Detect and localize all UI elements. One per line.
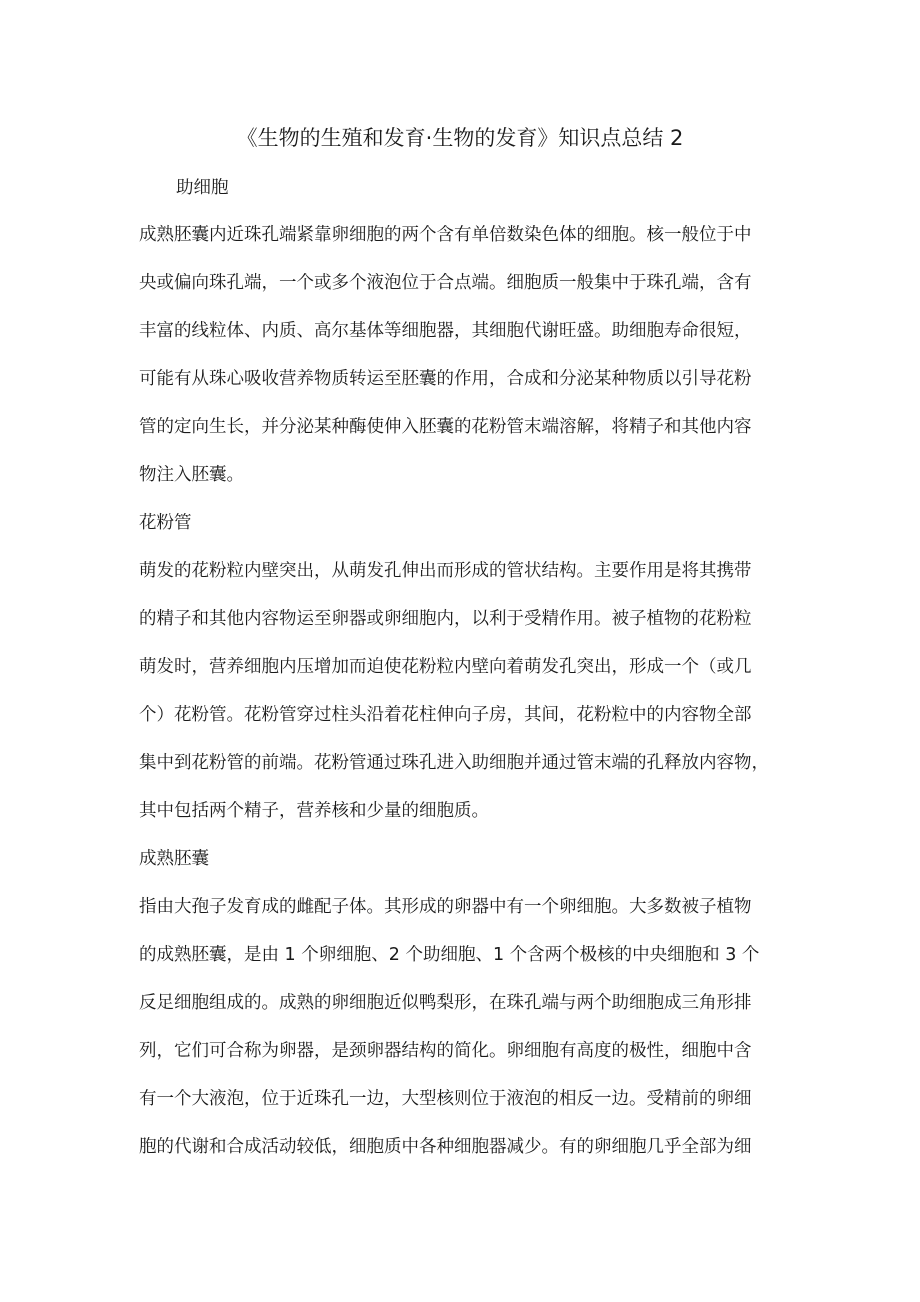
paragraph-line: 的精子和其他内容物运至卵器或卵细胞内，以利于受精作用。被子植物的花粉粒 — [139, 609, 752, 629]
paragraph-line: 有一个大液泡，位于近珠孔一边，大型核则位于液泡的相反一边。受精前的卵细 — [139, 1089, 752, 1109]
paragraph-line: 成熟胚囊内近珠孔端紧靠卵细胞的两个含有单倍数染色体的细胞。核一般位于中 — [139, 225, 752, 245]
paragraph-line: 列，它们可合称为卵器，是颈卵器结构的简化。卵细胞有高度的极性，细胞中含 — [139, 1041, 752, 1061]
section-heading-huafenguan: 花粉管 — [139, 513, 192, 533]
paragraph-line: 个）花粉管。花粉管穿过柱头沿着花柱伸向子房，其间，花粉粒中的内容物全部 — [139, 705, 752, 725]
paragraph-line: 指由大孢子发育成的雌配子体。其形成的卵器中有一个卵细胞。大多数被子植物 — [139, 897, 752, 917]
paragraph-line: 央或偏向珠孔端，一个或多个液泡位于合点端。细胞质一般集中于珠孔端，含有 — [139, 273, 752, 293]
paragraph-line: 萌发的花粉粒内壁突出，从萌发孔伸出而形成的管状结构。主要作用是将其携带 — [139, 561, 752, 581]
paragraph-line: 反足细胞组成的。成熟的卵细胞近似鸭梨形，在珠孔端与两个助细胞成三角形排 — [139, 993, 752, 1013]
paragraph-line: 管的定向生长，并分泌某种酶使伸入胚囊的花粉管末端溶解，将精子和其他内容 — [139, 417, 752, 437]
section-heading-zhuxibao: 助细胞 — [176, 178, 229, 198]
paragraph-line: 胞的代谢和合成活动较低，细胞质中各种细胞器减少。有的卵细胞几乎全部为细 — [139, 1137, 752, 1157]
paragraph-line: 萌发时，营养细胞内压增加而迫使花粉粒内壁向着萌发孔突出，形成一个（或几 — [139, 657, 752, 677]
paragraph-line: 可能有从珠心吸收营养物质转运至胚囊的作用，合成和分泌某种物质以引导花粉 — [139, 369, 752, 389]
paragraph-line: 物注入胚囊。 — [139, 465, 244, 485]
paragraph-line: 丰富的线粒体、内质、高尔基体等细胞器，其细胞代谢旺盛。助细胞寿命很短， — [139, 321, 752, 341]
paragraph-line: 的成熟胚囊，是由 1 个卵细胞、2 个助细胞、1 个含两个极核的中央细胞和 3 个 — [139, 945, 760, 965]
section-heading-chengshupeinang: 成熟胚囊 — [139, 849, 209, 869]
paragraph-line: 其中包括两个精子，营养核和少量的细胞质。 — [139, 801, 489, 821]
page-title: 《生物的生殖和发育·生物的发育》知识点总结 2 — [236, 126, 684, 150]
paragraph-line: 集中到花粉管的前端。花粉管通过珠孔进入助细胞并通过管末端的孔释放内容物， — [139, 753, 769, 773]
